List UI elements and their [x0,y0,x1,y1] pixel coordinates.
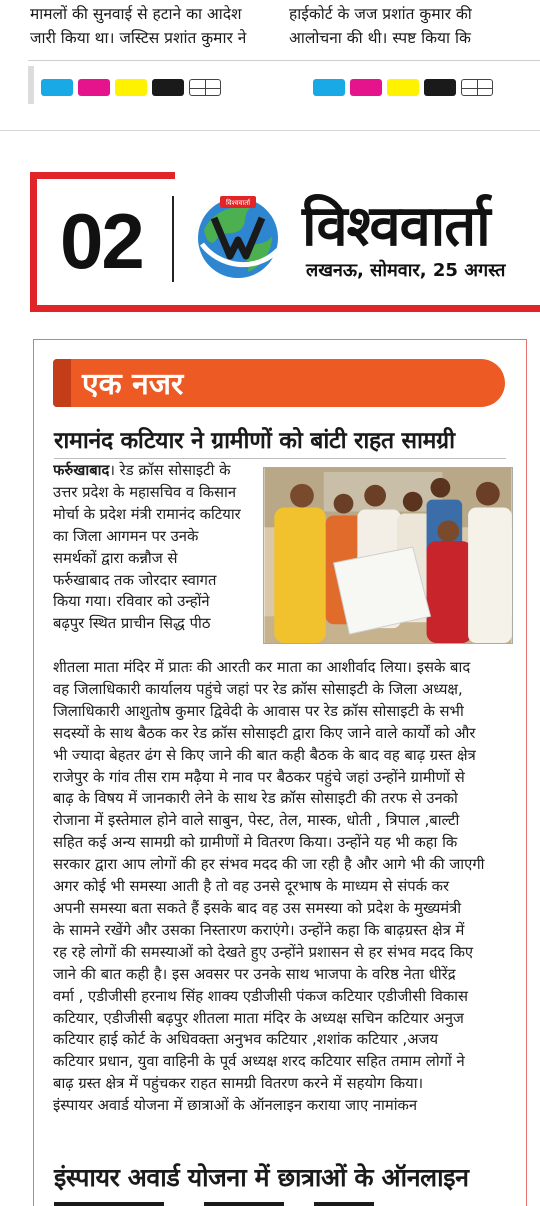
body-line: जिलाधिकारी आशुतोष कुमार द्विवेदी के आवास पर रेड क्रॉस सोसाइटी के सभी [53,702,464,720]
yellow-swatch [387,79,419,96]
body-line: अपनी समस्या बता सकते हैं इसके बाद वह उस समस्या को प्रदेश के मुख्यमंत्री [53,899,462,917]
body-line: वह जिलाधिकारी कार्यालय पहुंचे जहां पर रेड क्रॉस सोसाइटी के जिला अध्यक्ष, [53,680,463,698]
divider [172,196,174,282]
magenta-swatch [78,79,110,96]
intro-line: उत्तर प्रदेश के महासचिव व किसान [53,483,237,501]
previous-page-strip [0,0,540,62]
body-line: कटियार हाई कोर्ट के अधिवक्ता अनुभव कटियार ,शशांक कटियार ,अजय [53,1031,439,1049]
black-swatch [424,79,456,96]
page-number: 02 [60,197,143,285]
divider [0,130,540,131]
body-line: सदस्यों के साथ बैठक कर रेड क्रॉस सोसाइटी द्वारा किए जाने वाले कार्यों को और [53,724,476,742]
body-line: राजेपुर के गांव तीस राम मढ़ैया मे नाव पर बैठकर पहुंचे जहां उन्होंने ग्रामीणों से [53,768,465,786]
article-intro [53,460,256,635]
article-photo [263,467,513,644]
body-line: के सामने रखेंगे और उसका निस्तारण कराएंगे। उन्होंने कहा कि बाढ़ग्रस्त क्षेत्र में [53,921,465,939]
header-rule [30,305,540,312]
article-body [53,657,513,1117]
body-line: शीतला माता मंदिर में प्रातः की आरती कर माता का आशीर्वाद लिया। इसके बाद [53,659,471,676]
intro-line: फर्रुखाबाद तक जोरदार स्वागत [53,571,217,589]
cyan-swatch [41,79,73,96]
section-banner-label: एक नजर [82,367,184,402]
divider [28,60,540,61]
color-registration-bar [41,79,221,96]
body-line: इंस्पायर अवार्ड योजना में छात्राओं के ऑनलाइन कराया जाए नामांकन [53,1097,418,1115]
intro-line: का जिला आगमन पर उनके [53,527,199,545]
divider [54,458,506,459]
body-line: कटियार, एडीजीसी बढ़पुर शीतला माता मंदिर के अध्यक्ष सचिन कटियार अनुज [53,1009,464,1027]
black-swatch [152,79,184,96]
section-banner-accent [53,359,71,407]
intro-line: किया गया। रविवार को उन्होंने [53,593,210,611]
body-line: वर्मा , एडीजीसी हरनाथ सिंह शाक्य एडीजीसी पंकज कटियार एडीजीसी विकास [53,987,469,1005]
yellow-swatch [115,79,147,96]
newspaper-logo [192,190,284,282]
body-line: सरकार द्वारा आप लोगों की हर संभव मदद की जा रही है और आगे भी की जाएगी [53,856,485,874]
margin-mark [28,66,34,104]
article-dateline: फर्रुखाबाद [53,462,110,479]
edition-dateline: लखनऊ, सोमवार, 25 अगस्त [306,260,506,281]
registration-grid-icon [189,79,221,96]
body-line: रोजाना में इस्तेमाल होने वाले साबुन, पेस्ट, तेल, मास्क, धोती , त्रिपाल ,बाल्टी [53,812,460,830]
previous-column-right [289,2,529,50]
previous-text-line: जारी किया था। जस्टिस प्रशांत कुमार ने [30,29,247,47]
previous-text-line: आलोचना की थी। स्पष्ट किया कि [289,29,471,47]
body-line: बाढ़ के विषय में जानकारी लेने के साथ रेड क्रॉस सोसाइटी की तरफ से उनको [53,790,458,808]
intro-first-text: । रेड क्रॉस सोसाइटी के [109,462,231,479]
color-registration-bar [313,79,493,96]
body-line: सहित कई अन्य सामग्री को ग्रामीणों मे वितरण किया। उन्होंने यह भी कहा कि [53,834,458,852]
logo-badge-text: विश्ववार्ता [225,199,251,207]
masthead-title: विश्ववार्ता [302,194,490,259]
body-line: अगर कोई भी समस्या आती है तो वह उनसे दूरभाष के माध्यम से संपर्क कर [53,878,450,896]
body-line: कटियार प्रधान, युवा वाहिनी के पूर्व अध्यक्ष शरद कटियार सहित तमाम लोगों ने [53,1053,465,1071]
intro-line: मोर्चा के प्रदेश मंत्री रामानंद कटियार [53,505,241,523]
previous-text-line: हाईकोर्ट के जज प्रशांत कुमार की [289,5,472,23]
previous-text-line: मामलों की सुनवाई से हटाने का आदेश [30,5,242,23]
body-line: बाढ़ ग्रस्त क्षेत्र में पहुंचकर राहत सामग्री वितरण करने में सहयोग किया। [53,1075,424,1093]
body-line: जाने की बात कही है। इस अवसर पर उनके साथ भाजपा के वरिष्ठ नेता धीरेंद्र [53,965,456,983]
intro-line: बढ़पुर स्थित प्राचीन सिद्ध पीठ [53,615,211,633]
body-line: रह रहे लोगों की समस्याओं को देखते हुए उन्होंने प्रशासन से हर संभव मदद किए [53,943,474,961]
next-article-headline: इंस्पायर अवार्ड योजना में छात्राओं के ऑनलाइन [54,1163,469,1192]
magenta-swatch [350,79,382,96]
article-headline: रामानंद कटियार ने ग्रामीणों को बांटी राहत सामग्री [54,428,455,454]
registration-grid-icon [461,79,493,96]
intro-line: समर्थकों द्वारा कन्नौज से [53,549,178,567]
previous-column-left [30,2,272,50]
intro-line [53,460,256,482]
body-line: भी ज्यादा बेहतर ढंग से किए जाने की बात कही बैठक के बाद वह बाढ़ ग्रस्त क्षेत्र [53,746,476,764]
cropped-headline-fragment [54,1200,524,1206]
cyan-swatch [313,79,345,96]
